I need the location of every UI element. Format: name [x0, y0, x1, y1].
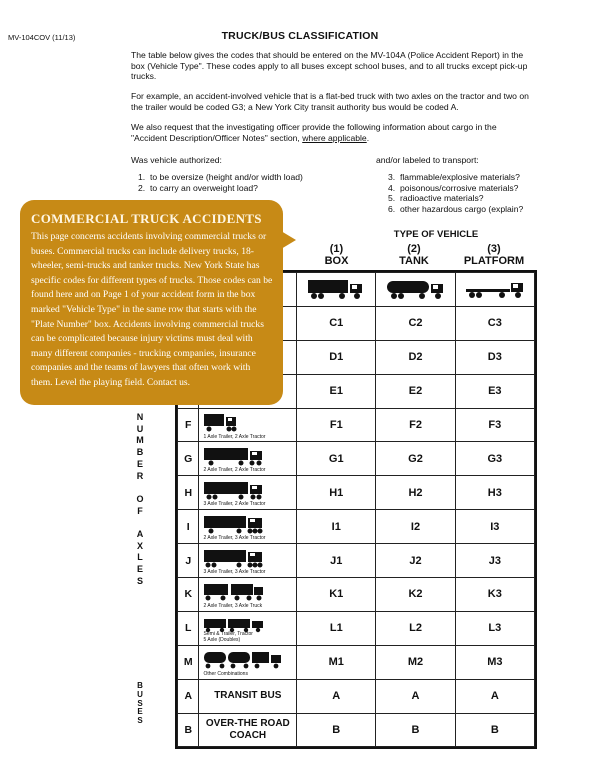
list-item [138, 172, 303, 183]
code-cell: D1 [297, 340, 376, 374]
intro-paragraph-1: The table below gives the codes that should be entered on the MV-104A (Police Accident Report) in the box (Vehicle Type". These codes apply to all buses except school buses, and to all trucks except pick-up trucks. [131, 50, 528, 82]
buses-label [133, 682, 147, 726]
vertical-letter: S [137, 716, 143, 726]
list-item [388, 204, 523, 215]
column-number: (2) [407, 243, 421, 255]
labeled-list [388, 172, 523, 214]
list-item [388, 193, 523, 204]
vertical-letter: U [137, 689, 143, 699]
column-label: TANK [399, 255, 429, 267]
where-applicable-text: where applicable [302, 132, 367, 143]
table-row [178, 611, 535, 645]
code-cell: K3 [455, 578, 534, 612]
table-cell [199, 544, 297, 578]
table-cell [199, 578, 297, 612]
tractor-trailer-icon [203, 412, 239, 432]
tractor-trailer-icon [203, 446, 265, 466]
column-label: BOX [324, 255, 349, 267]
code-cell: B [376, 713, 455, 747]
code-cell: B [455, 713, 534, 747]
table-row [178, 476, 535, 510]
code-cell: L3 [455, 611, 534, 645]
intro-paragraph-3-end: . [366, 132, 370, 143]
authorized-list [138, 172, 303, 193]
table-cell [199, 611, 297, 645]
list-item-text: poisonous/corrosive materials? [400, 182, 519, 193]
row-letter: I [178, 510, 199, 544]
type-of-vehicle-title: TYPE OF VEHICLE [393, 229, 479, 240]
code-cell: M1 [297, 645, 376, 679]
code-cell: H1 [297, 476, 376, 510]
list-item-number: 5. [388, 193, 396, 204]
vertical-letter: S [136, 575, 143, 586]
column-header-platform [454, 243, 534, 267]
code-cell: A [297, 679, 376, 713]
code-cell: A [455, 679, 534, 713]
row-caption: 2 Axle Trailer, 3 Axle Truck [203, 602, 263, 609]
row-caption: 3 Axle Trailer, 3 Axle Tractor [203, 569, 266, 576]
code-cell: H2 [376, 476, 455, 510]
table-row-bus [178, 713, 535, 747]
row-caption: 3 Axle Trailer, 2 Axle Tractor [203, 501, 266, 508]
commercial-truck-callout [20, 200, 283, 405]
list-item [138, 183, 303, 194]
combination-trucks-icon [203, 649, 283, 669]
code-cell: M3 [455, 645, 534, 679]
row-caption: Semi & Trailer, Tractor 5 Axle (Doubles) [203, 631, 253, 643]
code-cell: J2 [376, 544, 455, 578]
code-cell: A [376, 679, 455, 713]
vertical-letter [133, 517, 147, 529]
code-cell: E2 [376, 374, 455, 408]
intro-paragraph-3-text: We also request that the investigating officer provide the following information about cargo in the "Accident Description/Officer Notes" section, [131, 122, 497, 143]
code-cell: J3 [455, 544, 534, 578]
code-cell: G2 [376, 442, 455, 476]
table-row [178, 645, 535, 679]
page-title: TRUCK/BUS CLASSIFICATION [221, 30, 379, 42]
bus-type-label: OVER-THE ROAD COACH [199, 713, 297, 747]
table-cell [199, 408, 297, 442]
column-number: (3) [487, 243, 501, 255]
tractor-trailer-icon [203, 514, 265, 534]
table-row [178, 510, 535, 544]
list-item [388, 183, 523, 194]
code-cell: M2 [376, 645, 455, 679]
code-cell: K2 [376, 578, 455, 612]
row-caption: Other Combinations [203, 670, 248, 677]
list-item-text: flammable/explosive materials? [400, 172, 520, 182]
code-cell: C2 [376, 306, 455, 340]
code-cell: B [297, 713, 376, 747]
form-id: MV-104COV (11/13) [8, 33, 76, 42]
vertical-letter: E [137, 707, 143, 717]
code-cell: G1 [297, 442, 376, 476]
truck-trailer-icon [203, 581, 265, 601]
row-letter: H [178, 476, 199, 510]
code-cell: K1 [297, 578, 376, 612]
code-cell: I2 [376, 510, 455, 544]
list-item-number: 2. [138, 182, 146, 193]
list-item-number: 4. [388, 182, 396, 193]
vertical-letter: B [137, 681, 143, 690]
code-cell: D2 [376, 340, 455, 374]
table-row [178, 544, 535, 578]
row-letter: F [178, 408, 199, 442]
tractor-trailer-icon [203, 548, 265, 568]
callout-pointer [281, 231, 296, 249]
code-cell: L1 [297, 611, 376, 645]
vertical-letter: A [136, 529, 144, 540]
vertical-letter: S [137, 698, 143, 708]
authorized-label: Was vehicle authorized: [131, 155, 222, 165]
vertical-letter: O [136, 493, 144, 504]
vertical-letter: X [136, 540, 143, 551]
code-cell: E1 [297, 374, 376, 408]
vertical-letter: E [136, 458, 143, 469]
column-header-tank [374, 243, 454, 267]
row-caption: 2 Axle Trailer, 3 Axle Tractor [203, 535, 266, 542]
code-cell: C1 [297, 306, 376, 340]
code-cell: F3 [455, 408, 534, 442]
code-cell: L2 [376, 611, 455, 645]
column-header-box [299, 243, 374, 267]
list-item-text: to be oversize (height and/or width load) [150, 172, 303, 182]
row-letter: L [178, 611, 199, 645]
table-cell [199, 476, 297, 510]
vertical-letter: N [136, 412, 144, 422]
row-caption: 1 Axle Trailer, 2 Axle Tractor [203, 433, 266, 440]
column-number: (1) [329, 243, 344, 255]
vertical-letter: L [137, 552, 143, 563]
row-letter: A [178, 679, 199, 713]
vertical-letter [133, 482, 147, 494]
row-letter: G [178, 442, 199, 476]
list-item-number: 1. [138, 172, 146, 182]
table-cell [199, 510, 297, 544]
row-letter: J [178, 544, 199, 578]
platform-truck-icon [455, 273, 534, 307]
table-row-bus [178, 679, 535, 713]
table-cell [199, 645, 297, 679]
labeled-label: and/or labeled to transport: [376, 155, 479, 165]
row-letter: B [178, 713, 199, 747]
list-item-number: 6. [388, 203, 396, 214]
intro-paragraph-3 [131, 122, 531, 143]
list-item-text: radioactive materials? [400, 193, 484, 204]
vertical-letter: B [136, 447, 144, 458]
code-cell: C3 [455, 306, 534, 340]
table-row [178, 578, 535, 612]
list-item-number: 3. [388, 172, 396, 182]
vertical-letter: M [136, 435, 144, 446]
callout-title: COMMERCIAL TRUCK ACCIDENTS [31, 211, 262, 226]
tractor-trailer-icon [203, 480, 265, 500]
table-cell [199, 442, 297, 476]
list-item [388, 172, 523, 183]
box-truck-icon [297, 273, 376, 307]
row-letter: K [178, 578, 199, 612]
list-item-text: other hazardous cargo (explain? [400, 203, 524, 214]
vertical-letter: R [136, 470, 144, 481]
column-label: PLATFORM [463, 255, 525, 267]
bus-type-label: TRANSIT BUS [199, 679, 297, 713]
code-cell: I1 [297, 510, 376, 544]
intro-paragraph-2: For example, an accident-involved vehicle that is a flat-bed truck with two axles on the tractor and two on the trailer would be coded G3; a New York City transit authority bus would be coded A. [131, 91, 529, 112]
code-cell: D3 [455, 340, 534, 374]
row-letter: M [178, 645, 199, 679]
code-cell: F1 [297, 408, 376, 442]
number-of-axles-label [133, 412, 147, 588]
list-item-text: to carry an overweight load? [150, 182, 258, 193]
callout-body: This page concerns accidents involving commercial trucks or buses. Commercial trucks can include delivery trucks, 18-wheeler, semi-trucks and tanker trucks. New York State has specific codes for different types of trucks. Those codes can be found here and on Page 1 of your accident form in the box marked "Vehicle Type" in the same row that starts with the "Plate Number" box. Accidents involving commercial trucks can be complicated because injury victims must deal with many different companies - trucking companies, insurance companies and the teams of lawyers that often work with them. Level the playing field. Contact us. [31, 231, 273, 388]
vertical-letter: E [136, 564, 143, 575]
row-caption: 2 Axle Trailer, 2 Axle Tractor [203, 467, 266, 474]
vertical-letter: U [136, 423, 144, 434]
vertical-letter: F [137, 505, 143, 516]
code-cell: F2 [376, 408, 455, 442]
code-cell: E3 [455, 374, 534, 408]
code-cell: G3 [455, 442, 534, 476]
table-row [178, 408, 535, 442]
code-cell: J1 [297, 544, 376, 578]
code-cell: I3 [455, 510, 534, 544]
code-cell: H3 [455, 476, 534, 510]
tank-truck-icon [376, 273, 455, 307]
table-row [178, 442, 535, 476]
